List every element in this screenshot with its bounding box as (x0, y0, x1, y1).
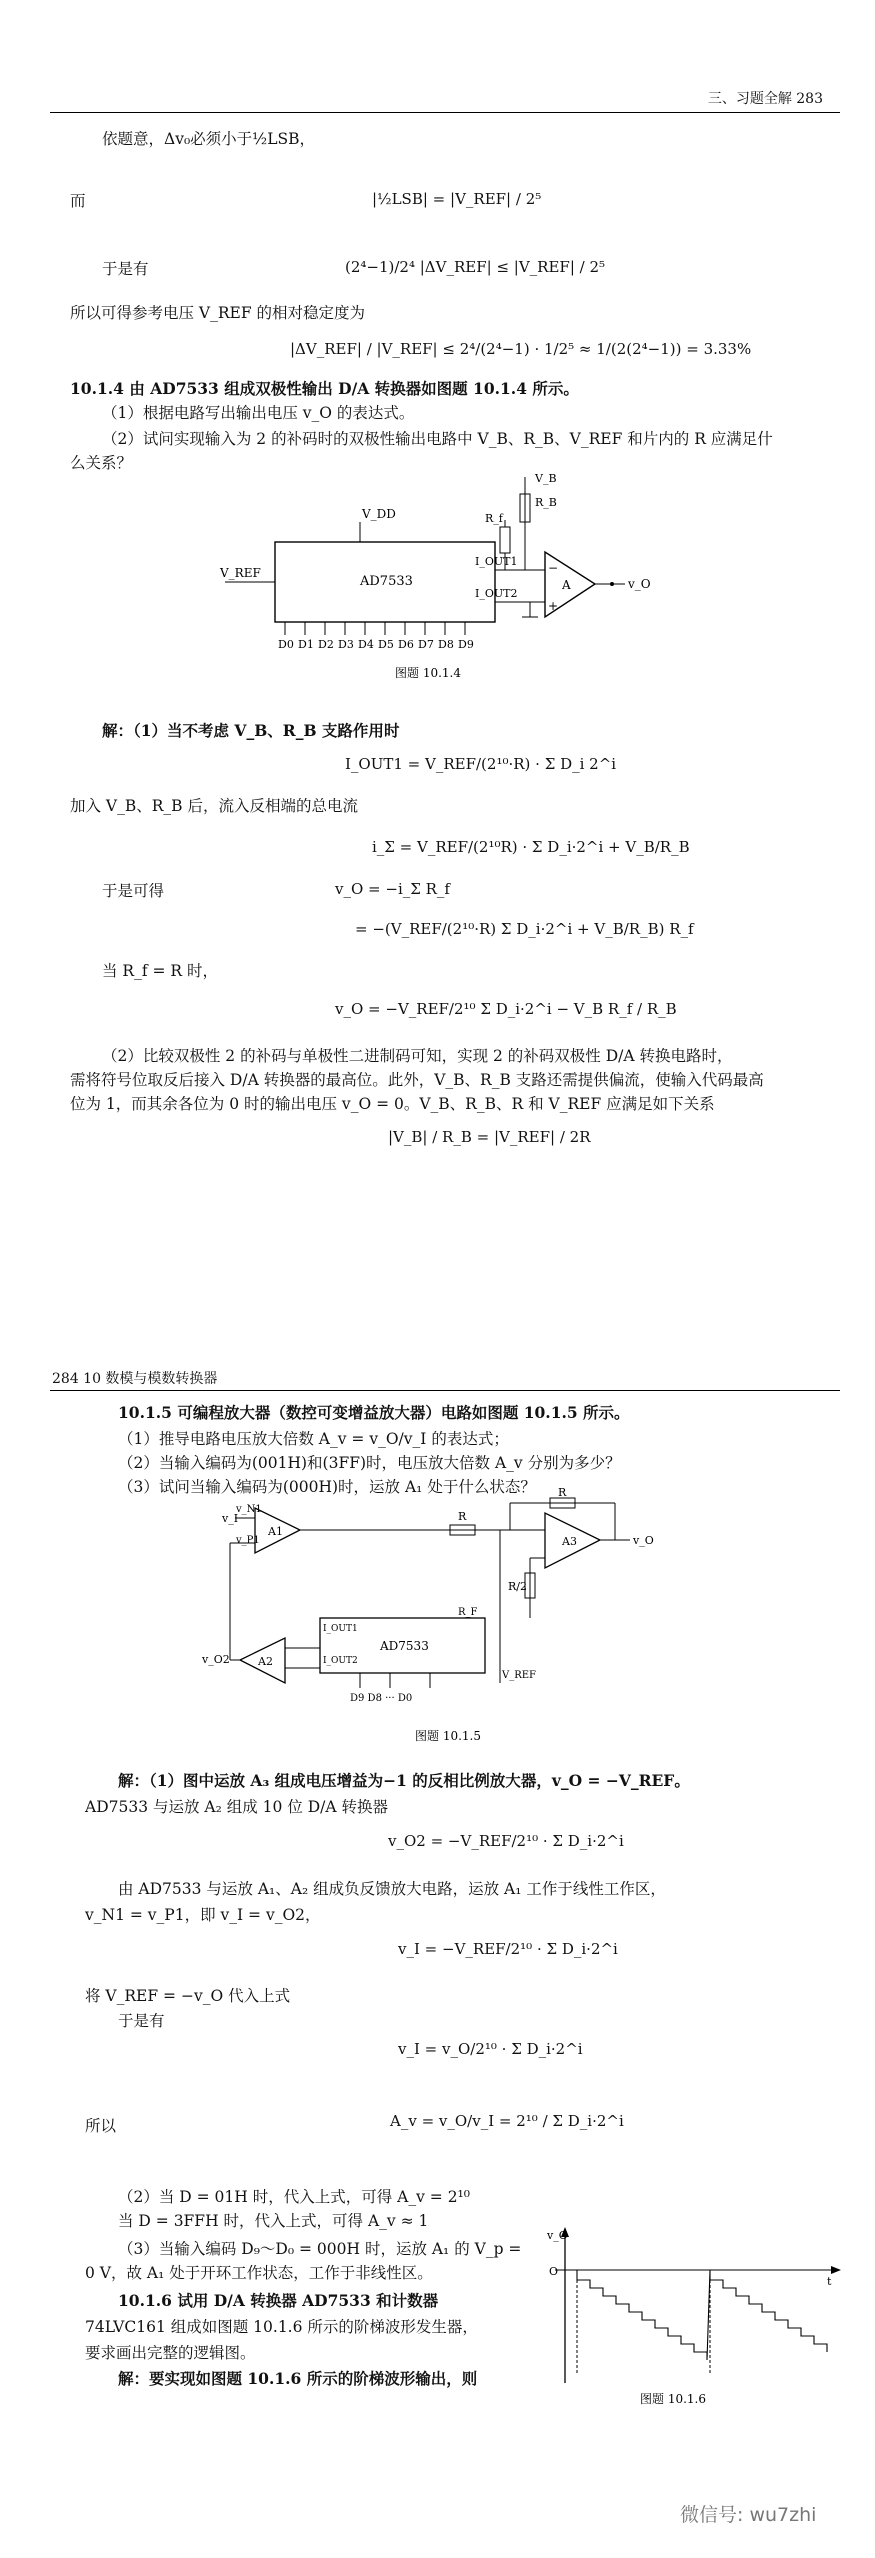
rf-label: R_f (485, 512, 503, 525)
figure-caption: 图题 10.1.6 (640, 2392, 706, 2406)
paragraph: （2）当 D = 01H 时，代入上式，可得 A_v = 2¹⁰ (118, 2188, 470, 2206)
svg-text:I_OUT1: I_OUT1 (323, 1624, 358, 1634)
equation: |ΔV_REF| / |V_REF| ≤ 2⁴/(2⁴−1) · 1/2⁵ ≈ 1/(2(2⁴−1)) = 3.33% (290, 340, 752, 358)
equation: v_O = −V_REF/2¹⁰ Σ D_i·2^i − V_B R_f / R_B (335, 1000, 677, 1018)
equation: v_I = v_O/2¹⁰ · Σ D_i·2^i (398, 2040, 583, 2058)
svg-text:v_I: v_I (222, 1512, 239, 1525)
equation: v_O = −i_Σ R_f (335, 880, 450, 898)
paragraph: 依题意，Δv₀必须小于½LSB， (102, 130, 315, 148)
digital-input-pins (278, 622, 474, 651)
iout1-label: I_OUT1 (475, 555, 518, 568)
paragraph: （1）根据电路写出输出电压 v_O 的表达式。 (102, 404, 415, 422)
paragraph: 0 V，故 A₁ 处于开环工作状态，工作于非线性区。 (85, 2264, 433, 2282)
svg-text:D9: D9 (458, 638, 474, 651)
paragraph: 需将符号位取反后接入 D/A 转换器的最高位。此外，V_B、R_B 支路还需提供偏流，使输入代码最高 (70, 1071, 764, 1089)
paragraph: （2）当输入编码为(001H)和(3FF)时，电压放大倍数 A_v 分别为多少？ (118, 1454, 621, 1472)
svg-text:v_N1: v_N1 (236, 1504, 262, 1515)
paragraph: AD7533 与运放 A₂ 组成 10 位 D/A 转换器 (85, 1798, 389, 1816)
paragraph: 而 (70, 192, 86, 210)
svg-text:R/2: R/2 (508, 1580, 527, 1593)
svg-text:D7: D7 (418, 638, 434, 651)
svg-text:+: + (548, 599, 559, 613)
rb-label: R_B (535, 496, 557, 509)
solution: 解：（1）图中运放 A₃ 组成电压增益为−1 的反相比例放大器，v_O = −V_REF。 (118, 1771, 690, 1790)
equation: i_Σ = V_REF/(2¹⁰R) · Σ D_i·2^i + V_B/R_B (372, 838, 690, 856)
svg-text:−: − (548, 561, 559, 575)
vo-label: v_O (628, 577, 651, 591)
equation: |½LSB| = |V_REF| / 2⁵ (372, 190, 542, 208)
svg-text:D9 D8 ··· D0: D9 D8 ··· D0 (350, 1693, 413, 1704)
page-header: 284 10 数模与模数转换器 (52, 1371, 218, 1387)
paragraph: 所以 (85, 2117, 117, 2135)
svg-text:v_O: v_O (633, 1534, 654, 1547)
header-rule (50, 1390, 840, 1391)
question-title: 10.1.4 由 AD7533 组成双极性输出 D/A 转换器如图题 10.1.4 所示。 (70, 379, 579, 398)
question-title: 10.1.5 可编程放大器（数控可变增益放大器）电路如图题 10.1.5 所示。 (118, 1403, 630, 1422)
svg-text:D6: D6 (398, 638, 414, 651)
svg-text:AD7533: AD7533 (380, 1639, 429, 1653)
paragraph: 么关系？ (70, 454, 133, 472)
paragraph: v_N1 = v_P1，即 v_I = v_O2， (85, 1906, 321, 1924)
svg-text:v_O: v_O (547, 2229, 568, 2242)
svg-text:D4: D4 (358, 638, 374, 651)
circuit-figure-10-1-5 (200, 1486, 710, 1748)
vref-label: V_REF (220, 566, 261, 580)
paragraph: 于是可得 (102, 882, 165, 900)
paragraph: 由 AD7533 与运放 A₁、A₂ 组成负反馈放大电路，运放 A₁ 工作于线性工作区， (118, 1880, 666, 1898)
paragraph: 74LVC161 组成如图题 10.1.6 所示的阶梯波形发生器， (85, 2318, 478, 2336)
page-header: 三、习题全解 283 (707, 91, 823, 107)
svg-text:A1: A1 (268, 1525, 283, 1538)
svg-text:R: R (558, 1486, 567, 1499)
solution: 解：（1）当不考虑 V_B、R_B 支路作用时 (102, 721, 400, 740)
vdd-label: V_DD (362, 507, 396, 521)
watermark: 微信号: wu7zhi (680, 2504, 817, 2526)
svg-text:A2: A2 (258, 1655, 273, 1668)
svg-text:O: O (549, 2265, 559, 2278)
paragraph: 当 D = 3FFH 时，代入上式，可得 A_v ≈ 1 (118, 2212, 429, 2230)
paragraph: （3）试问当输入编码为(000H)时，运放 A₁ 处于什么状态？ (118, 1478, 536, 1496)
svg-text:A3: A3 (562, 1535, 577, 1548)
paragraph: （2）比较双极性 2 的补码与单极性二进制码可知，实现 2 的补码双极性 D/A 转换电路时， (102, 1047, 733, 1065)
svg-text:I_OUT2: I_OUT2 (323, 1656, 358, 1666)
paragraph: （3）当输入编码 D₉～D₀ = 000H 时，运放 A₁ 的 V_p = (118, 2240, 522, 2258)
opamp-label: A (562, 578, 571, 592)
paragraph: 位为 1，而其余各位为 0 时的输出电压 v_O = 0。V_B、R_B、R 和 V_REF 应满足如下关系 (70, 1095, 715, 1113)
equation: |V_B| / R_B = |V_REF| / 2R (388, 1128, 591, 1146)
equation: I_OUT1 = V_REF/(2¹⁰·R) · Σ D_i 2^i (345, 755, 617, 773)
solution: 解：要实现如图题 10.1.6 所示的阶梯波形输出，则 (118, 2369, 478, 2388)
figure-caption: 图题 10.1.5 (415, 1729, 481, 1743)
paragraph: 所以可得参考电压 V_REF 的相对稳定度为 (70, 304, 366, 322)
svg-text:t: t (827, 2275, 832, 2288)
paragraph: 将 V_REF = −v_O 代入上式 (85, 1987, 291, 2005)
circuit-figure-10-1-4 (200, 472, 660, 687)
equation: (2⁴−1)/2⁴ |ΔV_REF| ≤ |V_REF| / 2⁵ (345, 258, 606, 276)
staircase-wave (577, 2270, 827, 2360)
svg-text:D2: D2 (318, 638, 334, 651)
equation: = −(V_REF/(2¹⁰·R) Σ D_i·2^i + V_B/R_B) R_f (355, 920, 694, 938)
paragraph: 加入 V_B、R_B 后，流入反相端的总电流 (70, 797, 358, 815)
paragraph: 要求画出完整的逻辑图。 (85, 2344, 256, 2362)
paragraph: 当 R_f = R 时， (102, 962, 219, 980)
svg-text:D0: D0 (278, 638, 294, 651)
svg-text:R: R (458, 1510, 467, 1523)
equation: v_I = −V_REF/2¹⁰ · Σ D_i·2^i (398, 1940, 618, 1958)
chip-label: AD7533 (360, 574, 413, 589)
header-rule (50, 112, 840, 113)
paragraph: 于是有 (102, 260, 149, 278)
svg-text:v_P1: v_P1 (236, 1535, 260, 1546)
svg-text:D1: D1 (298, 638, 314, 651)
equation: v_O2 = −V_REF/2¹⁰ · Σ D_i·2^i (388, 1832, 624, 1850)
question-title: 10.1.6 试用 D/A 转换器 AD7533 和计数器 (118, 2291, 439, 2310)
svg-text:D5: D5 (378, 638, 394, 651)
vb-label: V_B (535, 472, 557, 485)
paragraph: 于是有 (118, 2012, 165, 2030)
svg-text:D8: D8 (438, 638, 454, 651)
figure-caption: 图题 10.1.4 (395, 666, 461, 680)
resistor-rf (500, 527, 510, 553)
iout2-label: I_OUT2 (475, 587, 518, 600)
paragraph: （2）试问实现输入为 2 的补码时的双极性输出电路中 V_B、R_B、V_REF 和片内的 R 应满足什 (102, 430, 773, 448)
svg-text:D3: D3 (338, 638, 354, 651)
svg-text:V_REF: V_REF (502, 1670, 536, 1681)
svg-text:v_O2: v_O2 (202, 1653, 230, 1666)
paragraph: （1）推导电路电压放大倍数 A_v = v_O/v_I 的表达式； (118, 1430, 509, 1448)
svg-text:R_F: R_F (458, 1607, 478, 1618)
equation: A_v = v_O/v_I = 2¹⁰ / Σ D_i·2^i (390, 2112, 624, 2130)
staircase-waveform-figure (545, 2225, 845, 2410)
